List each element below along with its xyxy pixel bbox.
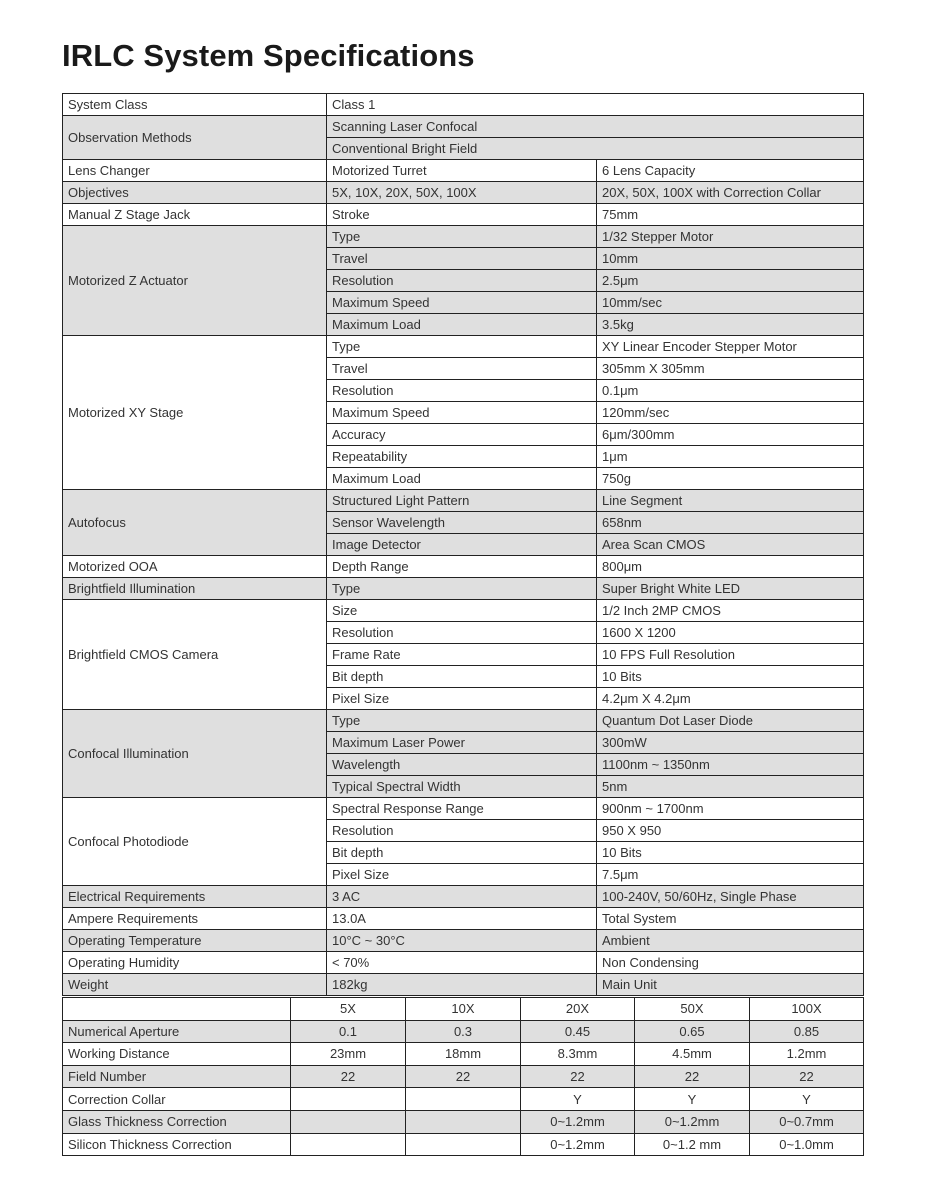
spec-value: 10 Bits [597,666,864,688]
spec-value: Non Condensing [597,952,864,974]
objective-value: Y [521,1088,635,1111]
spec-value: 10mm/sec [597,292,864,314]
spec-value: 1/32 Stepper Motor [597,226,864,248]
spec-parameter: Bit depth [327,842,597,864]
objective-value [291,1133,406,1156]
spec-category: Lens Changer [63,160,327,182]
spec-value: Ambient [597,930,864,952]
objective-value: 22 [750,1065,864,1088]
spec-parameter: Type [327,226,597,248]
objective-row [63,1133,864,1156]
objective-row [63,1110,864,1133]
objective-row [63,1043,864,1066]
spec-value: 658nm [597,512,864,534]
objectives-table [62,997,864,1156]
spec-parameter: Maximum Speed [327,402,597,424]
spec-value: 10 Bits [597,842,864,864]
objective-header: 20X [521,998,635,1021]
spec-category: Electrical Requirements [63,886,327,908]
spec-parameter: Resolution [327,622,597,644]
spec-row [63,710,864,732]
objective-row-label: Field Number [63,1065,291,1088]
spec-row [63,886,864,908]
spec-parameter: Resolution [327,270,597,292]
spec-parameter: Resolution [327,380,597,402]
spec-value: 5nm [597,776,864,798]
objective-header-row [63,998,864,1021]
objective-value: 0~1.2mm [521,1133,635,1156]
spec-value: Quantum Dot Laser Diode [597,710,864,732]
objective-value: 4.5mm [635,1043,750,1066]
spec-value: 1/2 Inch 2MP CMOS [597,600,864,622]
objective-value: 0.85 [750,1020,864,1043]
spec-parameter: Stroke [327,204,597,226]
spec-row [63,908,864,930]
objective-value: 0.45 [521,1020,635,1043]
spec-row [63,798,864,820]
spec-parameter: Wavelength [327,754,597,776]
spec-value: 300mW [597,732,864,754]
spec-value: 1600 X 1200 [597,622,864,644]
spec-parameter: Motorized Turret [327,160,597,182]
spec-row [63,94,864,116]
objective-value: 23mm [291,1043,406,1066]
spec-category: Confocal Photodiode [63,798,327,886]
objective-value [291,1110,406,1133]
spec-row [63,160,864,182]
spec-parameter: Travel [327,358,597,380]
header-corner-cell [63,998,291,1021]
spec-parameter: Spectral Response Range [327,798,597,820]
spec-row [63,930,864,952]
spec-parameter: < 70% [327,952,597,974]
spec-parameter: Typical Spectral Width [327,776,597,798]
spec-parameter: Conventional Bright Field [327,138,864,160]
objective-value: Y [635,1088,750,1111]
spec-parameter: Maximum Laser Power [327,732,597,754]
spec-category: Observation Methods [63,116,327,160]
spec-value: 1μm [597,446,864,468]
spec-parameter: Maximum Load [327,468,597,490]
spec-value: XY Linear Encoder Stepper Motor [597,336,864,358]
spec-parameter: 182kg [327,974,597,996]
objective-value: 22 [521,1065,635,1088]
spec-parameter: Structured Light Pattern [327,490,597,512]
spec-parameter: Class 1 [327,94,864,116]
spec-value: 800μm [597,556,864,578]
spec-value: 3.5kg [597,314,864,336]
spec-category: Brightfield CMOS Camera [63,600,327,710]
objective-value: 0.3 [406,1020,521,1043]
spec-value: Line Segment [597,490,864,512]
objective-value: 22 [406,1065,521,1088]
spec-parameter: Resolution [327,820,597,842]
spec-row [63,952,864,974]
spec-parameter: Size [327,600,597,622]
spec-value: 2.5μm [597,270,864,292]
spec-row [63,578,864,600]
spec-parameter: Type [327,578,597,600]
objective-value [406,1088,521,1111]
spec-row [63,182,864,204]
spec-parameter: 3 AC [327,886,597,908]
spec-parameter: Frame Rate [327,644,597,666]
spec-row [63,600,864,622]
spec-category: Manual Z Stage Jack [63,204,327,226]
spec-value: 120mm/sec [597,402,864,424]
objective-row-label: Numerical Aperture [63,1020,291,1043]
spec-row [63,116,864,138]
spec-category: Motorized OOA [63,556,327,578]
spec-value: 10mm [597,248,864,270]
spec-parameter: Maximum Speed [327,292,597,314]
spec-category: Motorized XY Stage [63,336,327,490]
objective-row-label: Correction Collar [63,1088,291,1111]
spec-parameter: Repeatability [327,446,597,468]
spec-parameter: Pixel Size [327,864,597,886]
spec-category: Weight [63,974,327,996]
spec-parameter: Pixel Size [327,688,597,710]
objective-value: 0~1.0mm [750,1133,864,1156]
spec-category: Operating Temperature [63,930,327,952]
spec-value: Area Scan CMOS [597,534,864,556]
objective-value [291,1088,406,1111]
objective-value: 22 [291,1065,406,1088]
objective-row [63,1088,864,1111]
spec-value: 20X, 50X, 100X with Correction Collar [597,182,864,204]
spec-parameter: Maximum Load [327,314,597,336]
objective-value: 1.2mm [750,1043,864,1066]
spec-category: Brightfield Illumination [63,578,327,600]
spec-row [63,204,864,226]
spec-row [63,556,864,578]
spec-category: Operating Humidity [63,952,327,974]
spec-value: 305mm X 305mm [597,358,864,380]
spec-value: 6μm/300mm [597,424,864,446]
objective-value: 0.1 [291,1020,406,1043]
spec-value: Super Bright White LED [597,578,864,600]
objective-value: 0~1.2 mm [635,1133,750,1156]
objective-header: 10X [406,998,521,1021]
objective-header: 100X [750,998,864,1021]
page-title: IRLC System Specifications [62,38,475,73]
spec-value: 100-240V, 50/60Hz, Single Phase [597,886,864,908]
spec-value: 950 X 950 [597,820,864,842]
spec-value: 4.2μm X 4.2μm [597,688,864,710]
spec-row [63,974,864,996]
spec-value: 6 Lens Capacity [597,160,864,182]
spec-value: 0.1μm [597,380,864,402]
spec-parameter: 13.0A [327,908,597,930]
spec-parameter: Bit depth [327,666,597,688]
objective-header: 5X [291,998,406,1021]
objective-value: 8.3mm [521,1043,635,1066]
spec-parameter: Accuracy [327,424,597,446]
spec-category: System Class [63,94,327,116]
spec-row [63,490,864,512]
objective-value: 18mm [406,1043,521,1066]
objective-value: Y [750,1088,864,1111]
spec-parameter: Depth Range [327,556,597,578]
objective-row [63,1020,864,1043]
spec-parameter: Travel [327,248,597,270]
spec-parameter: Type [327,336,597,358]
spec-value: Total System [597,908,864,930]
spec-row [63,336,864,358]
spec-parameter: 5X, 10X, 20X, 50X, 100X [327,182,597,204]
spec-parameter: Sensor Wavelength [327,512,597,534]
objective-value [406,1110,521,1133]
objective-value: 0~0.7mm [750,1110,864,1133]
spec-value: 75mm [597,204,864,226]
objective-value: 22 [635,1065,750,1088]
objective-value: 0~1.2mm [521,1110,635,1133]
objective-row-label: Glass Thickness Correction [63,1110,291,1133]
specifications-table [62,93,864,996]
spec-category: Confocal Illumination [63,710,327,798]
objective-row-label: Working Distance [63,1043,291,1066]
objective-value [406,1133,521,1156]
spec-category: Ampere Requirements [63,908,327,930]
spec-parameter: Scanning Laser Confocal [327,116,864,138]
spec-parameter: Type [327,710,597,732]
spec-category: Motorized Z Actuator [63,226,327,336]
spec-value: Main Unit [597,974,864,996]
objective-row-label: Silicon Thickness Correction [63,1133,291,1156]
spec-value: 1100nm ~ 1350nm [597,754,864,776]
objective-row [63,1065,864,1088]
spec-parameter: Image Detector [327,534,597,556]
spec-category: Autofocus [63,490,327,556]
spec-value: 900nm ~ 1700nm [597,798,864,820]
spec-value: 7.5μm [597,864,864,886]
objective-value: 0~1.2mm [635,1110,750,1133]
spec-value: 10 FPS Full Resolution [597,644,864,666]
spec-category: Objectives [63,182,327,204]
objective-value: 0.65 [635,1020,750,1043]
spec-parameter: 10°C ~ 30°C [327,930,597,952]
spec-value: 750g [597,468,864,490]
spec-row [63,226,864,248]
objective-header: 50X [635,998,750,1021]
